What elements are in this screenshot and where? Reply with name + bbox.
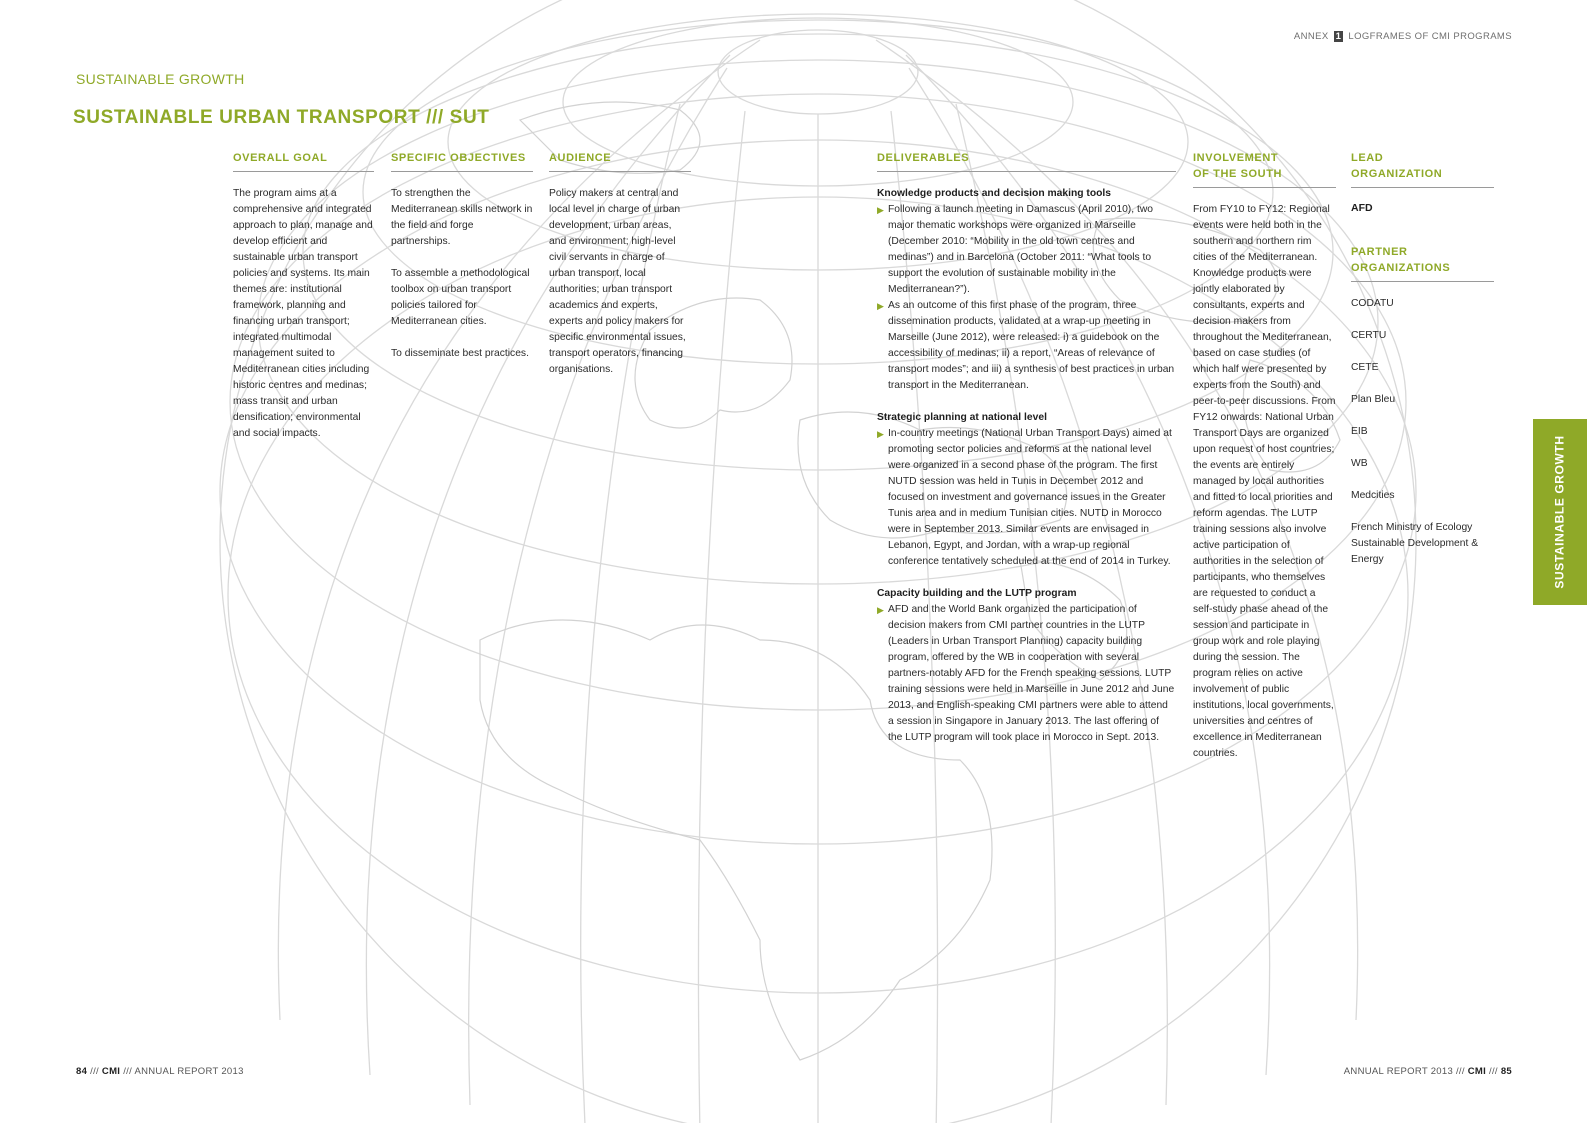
specific-objectives-column	[391, 150, 533, 378]
partner-heading-line1: PARTNER	[1351, 246, 1408, 258]
overall-goal-column	[233, 150, 374, 458]
specific-objectives-heading: SPECIFIC OBJECTIVES	[391, 150, 533, 172]
lead-organization: AFD	[1351, 202, 1373, 214]
objective-paragraph: To strengthen the Mediterranean skills network in the field and forge partnerships.	[391, 188, 533, 247]
section-label: SUSTAINABLE GROWTH	[76, 71, 245, 87]
partner-item: Medcities	[1351, 490, 1395, 501]
annex-number-badge: 1	[1335, 31, 1342, 42]
partner-organizations-heading	[1351, 244, 1494, 282]
triangle-right-icon: ▶	[877, 429, 884, 439]
running-header	[1290, 31, 1512, 42]
triangle-right-icon: ▶	[877, 205, 884, 215]
triangle-right-icon: ▶	[877, 605, 884, 615]
partner-item: EIB	[1351, 426, 1368, 437]
deliverable-section	[877, 410, 1176, 570]
overall-goal-text: The program aims at a comprehensive and integrated approach to plan, manage and develop efficient and sustainable urban transport policies and systems. Its main themes are: institutional framework, planning and financing urban transport; integrated multimodal management suited to Mediterranean cities including historic centres and medinas; mass transit and urban densification; environmental and social impacts.	[233, 188, 373, 439]
partner-item: CERTU	[1351, 330, 1387, 341]
deliverable-section-title: Strategic planning at national level	[877, 412, 1047, 423]
footer-brand-left: CMI	[101, 1066, 121, 1077]
deliverable-item-text: Following a launch meeting in Damascus (April 2010), two major thematic workshops were organized in Marseille (December 2010: “Mobility in the old town centres and medinas”) and in Barcelona (October 2011: “What tools to support the evolution of sustainable mobility in the Mediterranean?”).	[888, 204, 1153, 295]
audience-heading: AUDIENCE	[549, 150, 691, 172]
footer-separator: ///	[1455, 1066, 1465, 1077]
deliverable-item	[877, 202, 1176, 298]
footer-separator: ///	[1489, 1066, 1498, 1077]
objective-paragraph: To assemble a methodological toolbox on urban transport policies tailored for Mediterranean cities.	[391, 268, 530, 327]
footer-text-right: ANNUAL REPORT 2013	[1343, 1066, 1454, 1077]
footer-right	[1300, 1066, 1512, 1077]
footer-separator: ///	[123, 1066, 133, 1077]
partner-item: CODATU	[1351, 298, 1394, 309]
involvement-heading-line1: INVOLVEMENT	[1193, 152, 1279, 164]
deliverable-section	[877, 186, 1176, 394]
footer-text-left: ANNUAL REPORT 2013	[134, 1066, 244, 1077]
deliverable-item	[877, 602, 1176, 746]
footer-separator: ///	[90, 1066, 99, 1077]
partner-item: WB	[1351, 458, 1368, 469]
deliverable-section-title: Capacity building and the LUTP program	[877, 588, 1077, 599]
objective-paragraph: To disseminate best practices.	[391, 348, 529, 359]
deliverable-item-text: In-country meetings (National Urban Transport Days) aimed at promoting sector policies and reforms at the national level were organized in a second phase of the program. The first NUTD session was held in Tunis in December 2012 and focused on investment and governance issues in the Greater Tunis area and in medium Tunisian cities. NUTD in Morocco were in September 2013. Similar events are envisaged in Lebanon, Egypt, and Jordan, with a wrap-up regional conference tentatively scheduled at the end of 2014 in Turkey.	[888, 428, 1172, 567]
overall-goal-heading: OVERALL GOAL	[233, 150, 374, 172]
partner-item: French Ministry of Ecology Sustainable Development & Energy	[1351, 522, 1479, 565]
annex-title: LOGFRAMES OF CMI PROGRAMS	[1348, 31, 1512, 42]
deliverable-item	[877, 298, 1176, 394]
audience-text: Policy makers at central and local level in charge of urban development, urban areas, and environment; high-level civil servants in charge of urban transport, local authorities; urban transport academics and experts, experts and policy makers for specific environmental issues, transport operators, financing organisations.	[549, 188, 686, 375]
involvement-text: From FY10 to FY12: Regional events were held both in the southern and northern rim cities of the Mediterranean. Knowledge products were jointly elaborated by consultants, experts and decision makers from throughout the Mediterranean, based on case studies (of which half were presented by experts from the South) and peer-to-peer discussions. From FY12 onwards: National Urban Transport Days are organized upon request of host countries; the events are entirely managed by local authorities and fitted to local priorities and reform agendas. The LUTP training sessions also involve active participation of authorities in the selection of participants, who themselves are requested to conduct a self-study phase ahead of the session and participate in group work and role playing during the session. The program relies on active involvement of public institutions, local governments, universities and centres of excellence in Mediterranean countries.	[1193, 204, 1336, 759]
partner-heading-line2: ORGANIZATIONS	[1351, 262, 1451, 274]
section-side-tab	[1533, 419, 1587, 605]
annex-prefix: ANNEX	[1293, 31, 1329, 42]
lead-heading-line1: LEAD	[1351, 152, 1384, 164]
deliverable-section-title: Knowledge products and decision making tools	[877, 188, 1111, 199]
lead-heading-line2: ORGANIZATION	[1351, 168, 1443, 180]
page-number-left: 84	[76, 1066, 88, 1077]
deliverable-item	[877, 426, 1176, 570]
deliverables-column	[877, 150, 1176, 762]
lead-organization-heading	[1351, 150, 1494, 188]
triangle-right-icon: ▶	[877, 301, 884, 311]
deliverable-section	[877, 586, 1176, 746]
audience-column	[549, 150, 691, 394]
partner-list	[1351, 296, 1494, 568]
deliverables-heading: DELIVERABLES	[877, 150, 1176, 172]
side-tab-label: SUSTAINABLE GROWTH	[1553, 435, 1567, 589]
involvement-column	[1193, 150, 1336, 778]
involvement-heading-line2: OF THE SOUTH	[1193, 168, 1283, 180]
deliverable-item-text: AFD and the World Bank organized the participation of decision makers from CMI partner countries in the LUTP (Leaders in Urban Transport Planning) capacity building program, offered by the WB in cooperation with several partners-notably AFD for the French speaking sessions. LUTP training sessions were held in Marseille in June 2012 and June 2013, and English-speaking CMI partners were able to attend a session in Singapore in January 2013. The last offering of the LUTP program will took place in Morocco in Sept. 2013.	[888, 604, 1175, 743]
partner-item: Plan Bleu	[1351, 394, 1396, 405]
organizations-column	[1351, 150, 1494, 568]
partner-item: CETE	[1351, 362, 1379, 373]
footer-left	[76, 1066, 244, 1077]
page-title: SUSTAINABLE URBAN TRANSPORT /// SUT	[73, 107, 490, 128]
page-number-right: 85	[1500, 1066, 1512, 1077]
footer-brand-right: CMI	[1467, 1066, 1487, 1077]
involvement-heading	[1193, 150, 1336, 188]
deliverable-item-text: As an outcome of this first phase of the program, three dissemination products, validated at a wrap-up meeting in Marseille (June 2012), were released: i) a guidebook on the accessibility of medinas; ii) a report, “Areas of relevance of transport modes”; and iii) a synthesis of best practices in urban transport in the Mediterranean.	[888, 300, 1175, 391]
